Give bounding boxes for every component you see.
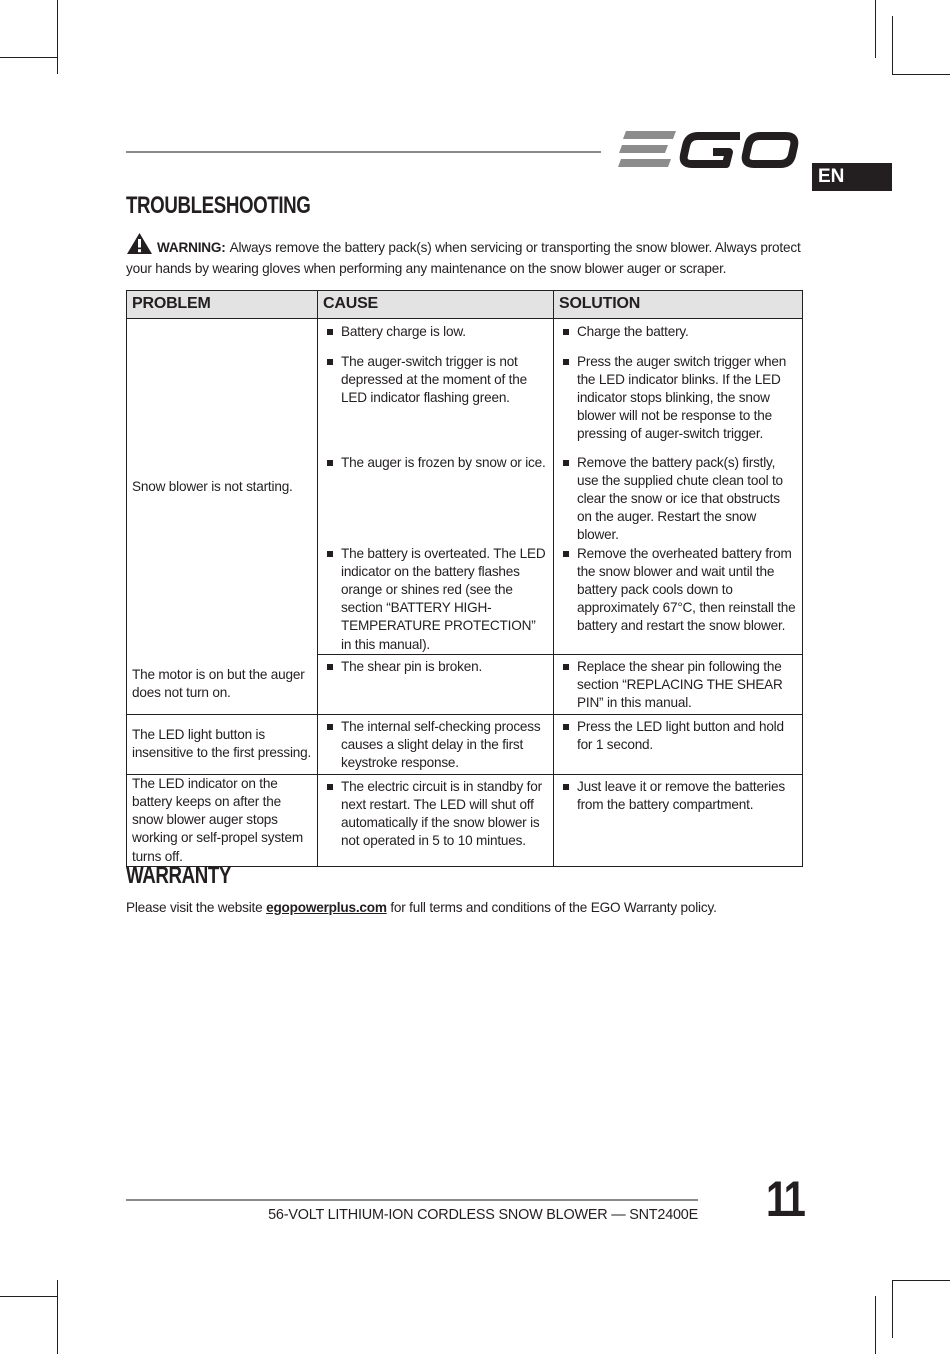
header-rule bbox=[126, 151, 601, 153]
warning-label: WARNING: bbox=[157, 240, 226, 255]
crop-mark bbox=[875, 1296, 876, 1354]
crop-mark bbox=[0, 57, 57, 58]
crop-mark bbox=[57, 0, 58, 74]
crop-mark bbox=[892, 74, 950, 75]
solution-item: Remove the overheated battery from the snow blower and wait until the battery pack cools down to approximately 67°C, then reinstall the battery and restart the snow blower. bbox=[558, 545, 798, 636]
column-header-problem: PROBLEM bbox=[127, 291, 318, 319]
table-row bbox=[127, 714, 803, 774]
cause-item: The auger-switch trigger is not depressed at the moment of the LED indicator flashing green. bbox=[322, 353, 549, 408]
problem-cell: Snow blower is not starting. bbox=[127, 319, 318, 655]
crop-mark bbox=[0, 1296, 57, 1297]
solution-item: Remove the battery pack(s) firstly, use the supplied chute clean tool to clear the snow or ice that obstructs on the auger. Restart the snow blower. bbox=[558, 454, 798, 545]
cause-item: The auger is frozen by snow or ice. bbox=[322, 454, 549, 472]
warranty-title: WARRANTY bbox=[126, 862, 232, 889]
warning-notice bbox=[126, 232, 806, 278]
warranty-text-before: Please visit the website bbox=[126, 900, 263, 915]
page-number: 11 bbox=[766, 1171, 804, 1227]
table-header-row bbox=[127, 291, 803, 319]
cause-item: The internal self-checking process causes a slight delay in the first keystroke response. bbox=[322, 718, 549, 773]
crop-mark bbox=[875, 0, 876, 58]
solution-item: Just leave it or remove the batteries from the battery compartment. bbox=[558, 778, 798, 814]
warning-triangle-icon bbox=[126, 232, 153, 260]
cause-item: The shear pin is broken. bbox=[322, 658, 549, 676]
problem-cell: The motor is on but the auger does not turn on. bbox=[127, 654, 318, 714]
ego-logo bbox=[618, 128, 800, 172]
table-row bbox=[127, 774, 803, 866]
solution-item: Press the auger switch trigger when the LED indicator blinks. If the LED indicator stops blinking, the snow blower will not be response to the pressing of auger-switch trigger. bbox=[558, 353, 798, 444]
solution-item: Press the LED light button and hold for 1 second. bbox=[558, 718, 798, 754]
footer-rule bbox=[126, 1199, 698, 1201]
solution-item: Replace the shear pin following the section “REPLACING THE SHEAR PIN” in this manual. bbox=[558, 658, 798, 713]
column-header-solution: SOLUTION bbox=[554, 291, 803, 319]
cause-item: Battery charge is low. bbox=[322, 323, 549, 341]
warranty-website-link[interactable]: egopowerplus.com bbox=[266, 900, 387, 915]
table-row bbox=[127, 654, 803, 714]
crop-mark bbox=[892, 1280, 893, 1338]
problem-cell: The LED light button is insensitive to the first pressing. bbox=[127, 714, 318, 774]
problem-cell: The LED indicator on the battery keeps on after the snow blower auger stops working or self-propel system turns off. bbox=[127, 774, 318, 866]
table-row bbox=[127, 319, 803, 353]
troubleshooting-title: TROUBLESHOOTING bbox=[126, 192, 311, 219]
solution-item: Charge the battery. bbox=[558, 323, 798, 341]
troubleshooting-table bbox=[126, 290, 803, 867]
column-header-cause: CAUSE bbox=[318, 291, 554, 319]
cause-item: The battery is overteated. The LED indicator on the battery flashes orange or shines red (see the section “BATTERY HIGH-TEMPERATURE PROTECTION” in this manual). bbox=[322, 545, 549, 654]
warranty-text bbox=[126, 900, 717, 915]
warning-text: Always remove the battery pack(s) when servicing or transporting the snow blower. Always protect your hands by wearing gloves when performing any maintenance on the snow blower auger or scraper. bbox=[126, 240, 801, 276]
warranty-text-after: for full terms and conditions of the EGO Warranty policy. bbox=[390, 900, 717, 915]
crop-mark bbox=[892, 16, 893, 74]
language-badge: EN bbox=[812, 163, 892, 191]
crop-mark bbox=[57, 1280, 58, 1354]
cause-item: The electric circuit is in standby for next restart. The LED will shut off automatically if the snow blower is not operated in 5 to 10 mintues. bbox=[322, 778, 549, 851]
crop-mark bbox=[892, 1280, 950, 1281]
footer-product-line: 56-VOLT LITHIUM-ION CORDLESS SNOW BLOWER — SNT2400E bbox=[268, 1207, 698, 1223]
